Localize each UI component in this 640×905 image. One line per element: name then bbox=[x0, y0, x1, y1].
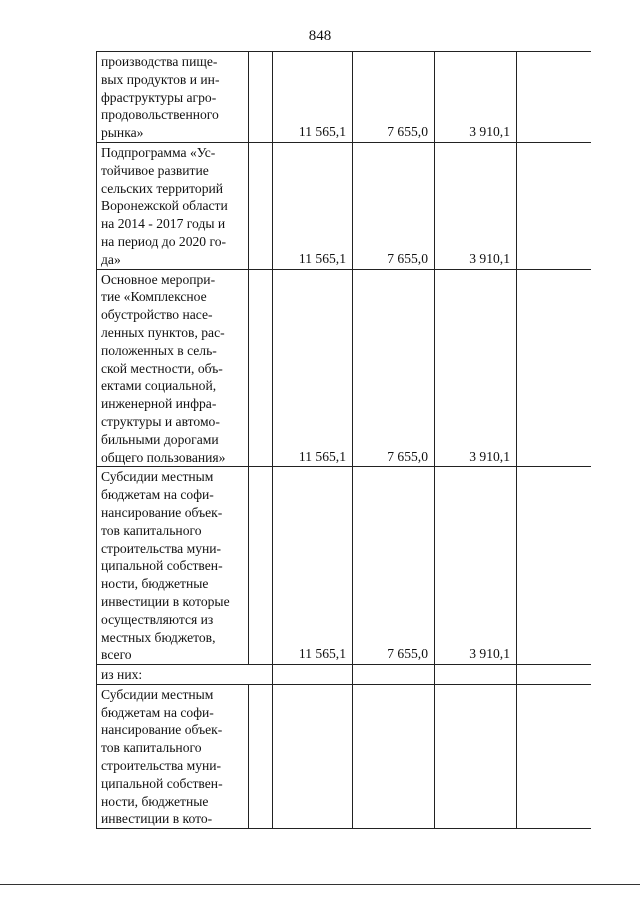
value-cell-v3: 3 910,1 bbox=[435, 142, 517, 269]
page-bottom-rule bbox=[0, 884, 640, 885]
row-name-cell bbox=[97, 52, 249, 143]
table-row bbox=[97, 52, 591, 143]
value-cell-v1: 11 565,1 bbox=[273, 467, 353, 665]
value-cell-v3: 3 910,1 bbox=[435, 52, 517, 143]
trailing-cell bbox=[517, 142, 591, 269]
blank-cell bbox=[249, 269, 273, 467]
row-name-line: на период до 2020 го- bbox=[101, 233, 227, 249]
row-name-cell bbox=[97, 467, 249, 665]
row-name-line: инвестиции в кото- bbox=[101, 811, 213, 827]
value-cell-v3: 3 910,1 bbox=[435, 467, 517, 665]
blank-cell bbox=[249, 142, 273, 269]
row-name-line: да» bbox=[101, 251, 121, 267]
row-name-line: нансирование объек- bbox=[101, 722, 223, 738]
row-name-line: Подпрограмма «Ус- bbox=[101, 144, 216, 160]
row-name-line: ектами социальной, bbox=[101, 378, 217, 394]
row-name-line: всего bbox=[101, 647, 132, 663]
row-name-line: строительства муни- bbox=[101, 540, 222, 556]
row-name-cell bbox=[97, 665, 273, 685]
row-name-line: рынка» bbox=[101, 125, 144, 141]
row-name-line: бюджетам на софи- bbox=[101, 704, 214, 720]
row-name-line: ской местности, объ- bbox=[101, 360, 223, 376]
row-name-line: ности, бюджетные bbox=[101, 576, 209, 592]
trailing-cell bbox=[517, 467, 591, 665]
row-name-line: бюджетам на софи- bbox=[101, 487, 214, 503]
trailing-cell bbox=[517, 665, 591, 685]
blank-cell bbox=[249, 52, 273, 143]
value-cell-v2 bbox=[353, 665, 435, 685]
row-name-line: сельских территорий bbox=[101, 180, 224, 196]
row-name-line: местных бюджетов, bbox=[101, 629, 216, 645]
value-cell-v1: 11 565,1 bbox=[273, 269, 353, 467]
trailing-cell bbox=[517, 269, 591, 467]
row-name-line: инвестиции в которые bbox=[101, 593, 230, 609]
row-name-line: положенных в сель- bbox=[101, 342, 217, 358]
row-name-line: тов капитального bbox=[101, 522, 202, 538]
blank-cell bbox=[249, 467, 273, 665]
row-name-line: Субсидии местным bbox=[101, 469, 214, 485]
table-row bbox=[97, 684, 591, 828]
value-cell-v3 bbox=[435, 665, 517, 685]
row-name-line: ципальной собствен- bbox=[101, 775, 223, 791]
value-cell-v2: 7 655,0 bbox=[353, 467, 435, 665]
row-name-line: осуществляются из bbox=[101, 611, 214, 627]
row-name-line: фраструктуры агро- bbox=[101, 89, 217, 105]
row-name-cell bbox=[97, 142, 249, 269]
row-name-line: из них: bbox=[101, 667, 143, 683]
trailing-cell bbox=[517, 684, 591, 828]
row-name-line: ности, бюджетные bbox=[101, 793, 209, 809]
row-name-line: нансирование объек- bbox=[101, 504, 223, 520]
row-name-line: ципальной собствен- bbox=[101, 558, 223, 574]
row-name-line: Субсидии местным bbox=[101, 686, 214, 702]
row-name-line: тие «Комплексное bbox=[101, 289, 207, 305]
row-name-cell bbox=[97, 269, 249, 467]
value-cell-v1: 11 565,1 bbox=[273, 142, 353, 269]
value-cell-v2 bbox=[353, 684, 435, 828]
row-name-line: Основное меропри- bbox=[101, 271, 216, 287]
row-name-line: Воронежской области bbox=[101, 198, 228, 214]
row-name-line: производства пище- bbox=[101, 54, 218, 69]
trailing-cell bbox=[517, 52, 591, 143]
value-cell-v3 bbox=[435, 684, 517, 828]
table-row bbox=[97, 142, 591, 269]
row-name-line: бильными дорогами bbox=[101, 431, 219, 447]
value-cell-v2: 7 655,0 bbox=[353, 52, 435, 143]
table-row bbox=[97, 467, 591, 665]
value-cell-v2: 7 655,0 bbox=[353, 142, 435, 269]
row-name-line: тов капитального bbox=[101, 740, 202, 756]
row-name-line: обустройство насе- bbox=[101, 307, 213, 323]
row-name-line: ленных пунктов, рас- bbox=[101, 324, 225, 340]
row-name-line: общего пользования» bbox=[101, 449, 226, 465]
row-name-cell bbox=[97, 684, 249, 828]
value-cell-v2: 7 655,0 bbox=[353, 269, 435, 467]
blank-cell bbox=[249, 684, 273, 828]
budget-table bbox=[96, 51, 591, 829]
table-row bbox=[97, 269, 591, 467]
page-number: 848 bbox=[308, 28, 332, 44]
table-row bbox=[97, 665, 591, 685]
row-name-line: инженерной инфра- bbox=[101, 396, 217, 412]
row-name-line: строительства муни- bbox=[101, 758, 222, 774]
row-name-line: на 2014 - 2017 годы и bbox=[101, 216, 226, 232]
value-cell-v1 bbox=[273, 665, 353, 685]
value-cell-v3: 3 910,1 bbox=[435, 269, 517, 467]
row-name-line: тойчивое развитие bbox=[101, 162, 209, 178]
row-name-line: структуры и автомо- bbox=[101, 413, 220, 429]
row-name-line: продовольственного bbox=[101, 107, 219, 123]
value-cell-v1 bbox=[273, 684, 353, 828]
value-cell-v1: 11 565,1 bbox=[273, 52, 353, 143]
row-name-line: вых продуктов и ин- bbox=[101, 71, 220, 87]
